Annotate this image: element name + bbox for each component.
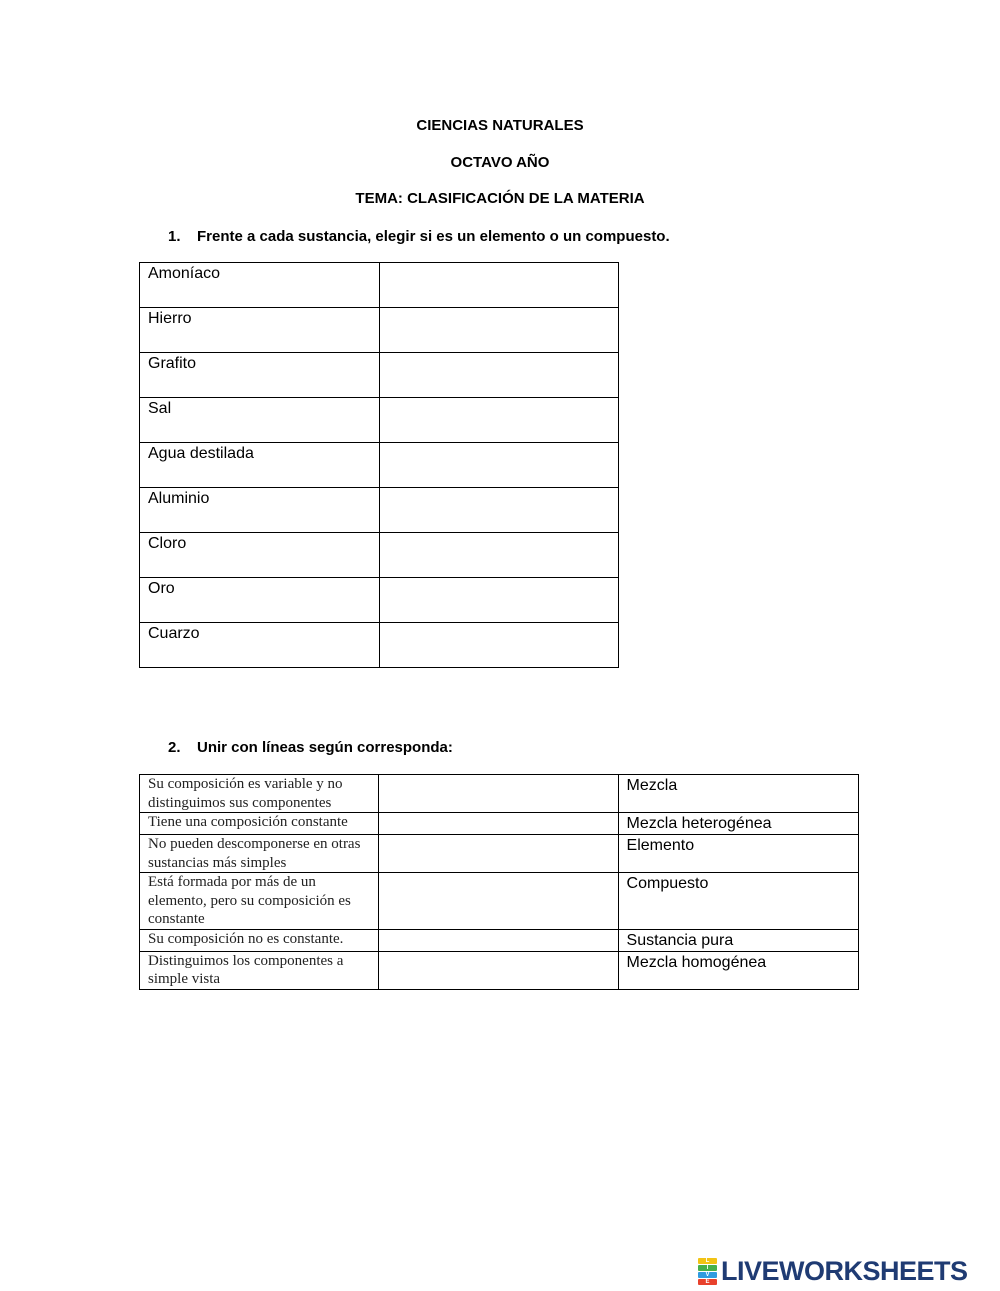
description-cell: [140, 929, 379, 951]
topic-heading: TEMA: CLASIFICACIÓN DE LA MATERIA: [355, 190, 645, 207]
answer-cell[interactable]: [379, 443, 618, 488]
substance-cell: [140, 398, 380, 443]
substance-label: Grafito: [148, 355, 197, 372]
question-1-text: Frente a cada sustancia, elegir si es un elemento o un compuesto.: [197, 228, 670, 245]
description-text: No pueden descomponerse en otras sustancias más simples: [148, 836, 361, 871]
table-row: [140, 533, 619, 578]
substance-cell: [140, 263, 380, 308]
option-text: Mezcla: [626, 777, 678, 794]
table-row: [140, 488, 619, 533]
description-cell: [140, 813, 379, 835]
option-cell: [618, 775, 858, 813]
logo-mark-letter: E: [698, 1279, 717, 1285]
description-cell: [140, 873, 379, 930]
substance-label: Hierro: [148, 310, 192, 327]
option-text: Mezcla homogénea: [626, 953, 767, 971]
description-cell: [140, 835, 379, 873]
question-2-text: Unir con líneas según corresponda:: [197, 739, 453, 756]
answer-cell[interactable]: [379, 263, 618, 308]
option-text: Elemento: [626, 837, 695, 854]
substance-label: Cloro: [148, 535, 187, 552]
question-2-title: [168, 739, 453, 756]
logo-mark-icon: [698, 1258, 717, 1284]
matching-table: [139, 774, 859, 990]
table-row: [140, 951, 859, 989]
substance-label: Amoníaco: [148, 265, 221, 282]
logo-text: LIVEWORKSHEETS: [721, 1255, 968, 1286]
table-row: [140, 353, 619, 398]
line-area[interactable]: [379, 929, 618, 951]
table-row: [140, 873, 859, 930]
option-cell: [618, 813, 858, 835]
table-row: [140, 835, 859, 873]
option-text: Mezcla heterogénea: [626, 815, 772, 832]
substance-cell: [140, 353, 380, 398]
description-cell: [140, 951, 379, 989]
substance-label: Cuarzo: [148, 625, 200, 642]
option-cell: [618, 929, 858, 951]
line-area[interactable]: [379, 951, 618, 989]
line-area[interactable]: [379, 775, 618, 813]
substance-cell: [140, 443, 380, 488]
option-cell: [618, 835, 858, 873]
table-row: [140, 308, 619, 353]
grade-heading: OCTAVO AÑO: [450, 154, 550, 171]
logo-mark-letter: V: [698, 1272, 717, 1278]
substance-table: [139, 262, 619, 668]
question-2-number: 2.: [168, 739, 181, 756]
liveworksheets-logo: [698, 1256, 968, 1286]
description-text: Distinguimos los componentes a simple vista: [148, 952, 344, 987]
table-row: [140, 775, 859, 813]
substance-cell: [140, 308, 380, 353]
description-text: Tiene una composición constante: [148, 814, 348, 830]
option-cell: [618, 873, 858, 930]
table-row: [140, 929, 859, 951]
option-text: Sustancia pura: [626, 931, 734, 949]
answer-cell[interactable]: [379, 623, 618, 668]
question-1-number: 1.: [168, 228, 181, 245]
description-text: Su composición es variable y no distinguimos sus componentes: [148, 776, 343, 811]
line-area[interactable]: [379, 873, 618, 930]
table-row: [140, 398, 619, 443]
answer-cell[interactable]: [379, 578, 618, 623]
option-text: Compuesto: [626, 875, 709, 892]
description-text: Está formada por más de un elemento, pero su composición es constante: [148, 874, 351, 927]
substance-cell: [140, 533, 380, 578]
line-area[interactable]: [379, 813, 618, 835]
answer-cell[interactable]: [379, 533, 618, 578]
question-1-title: [168, 228, 670, 245]
substance-cell: [140, 488, 380, 533]
substance-label: Oro: [148, 580, 175, 597]
line-area[interactable]: [379, 835, 618, 873]
table-row: [140, 578, 619, 623]
answer-cell[interactable]: [379, 308, 618, 353]
answer-cell[interactable]: [379, 488, 618, 533]
answer-cell[interactable]: [379, 353, 618, 398]
option-cell: [618, 951, 858, 989]
logo-mark-letter: I: [698, 1265, 717, 1271]
description-text: Su composición no es constante.: [148, 930, 344, 947]
logo-mark-letter: L: [698, 1258, 717, 1264]
description-cell: [140, 775, 379, 813]
table-row: [140, 813, 859, 835]
table-row: [140, 623, 619, 668]
substance-label: Aluminio: [148, 490, 210, 507]
table-row: [140, 443, 619, 488]
subject-heading: CIENCIAS NATURALES: [416, 117, 584, 134]
substance-cell: [140, 578, 380, 623]
answer-cell[interactable]: [379, 398, 618, 443]
substance-cell: [140, 623, 380, 668]
substance-label: Agua destilada: [148, 445, 254, 462]
substance-label: Sal: [148, 400, 172, 417]
table-row: [140, 263, 619, 308]
